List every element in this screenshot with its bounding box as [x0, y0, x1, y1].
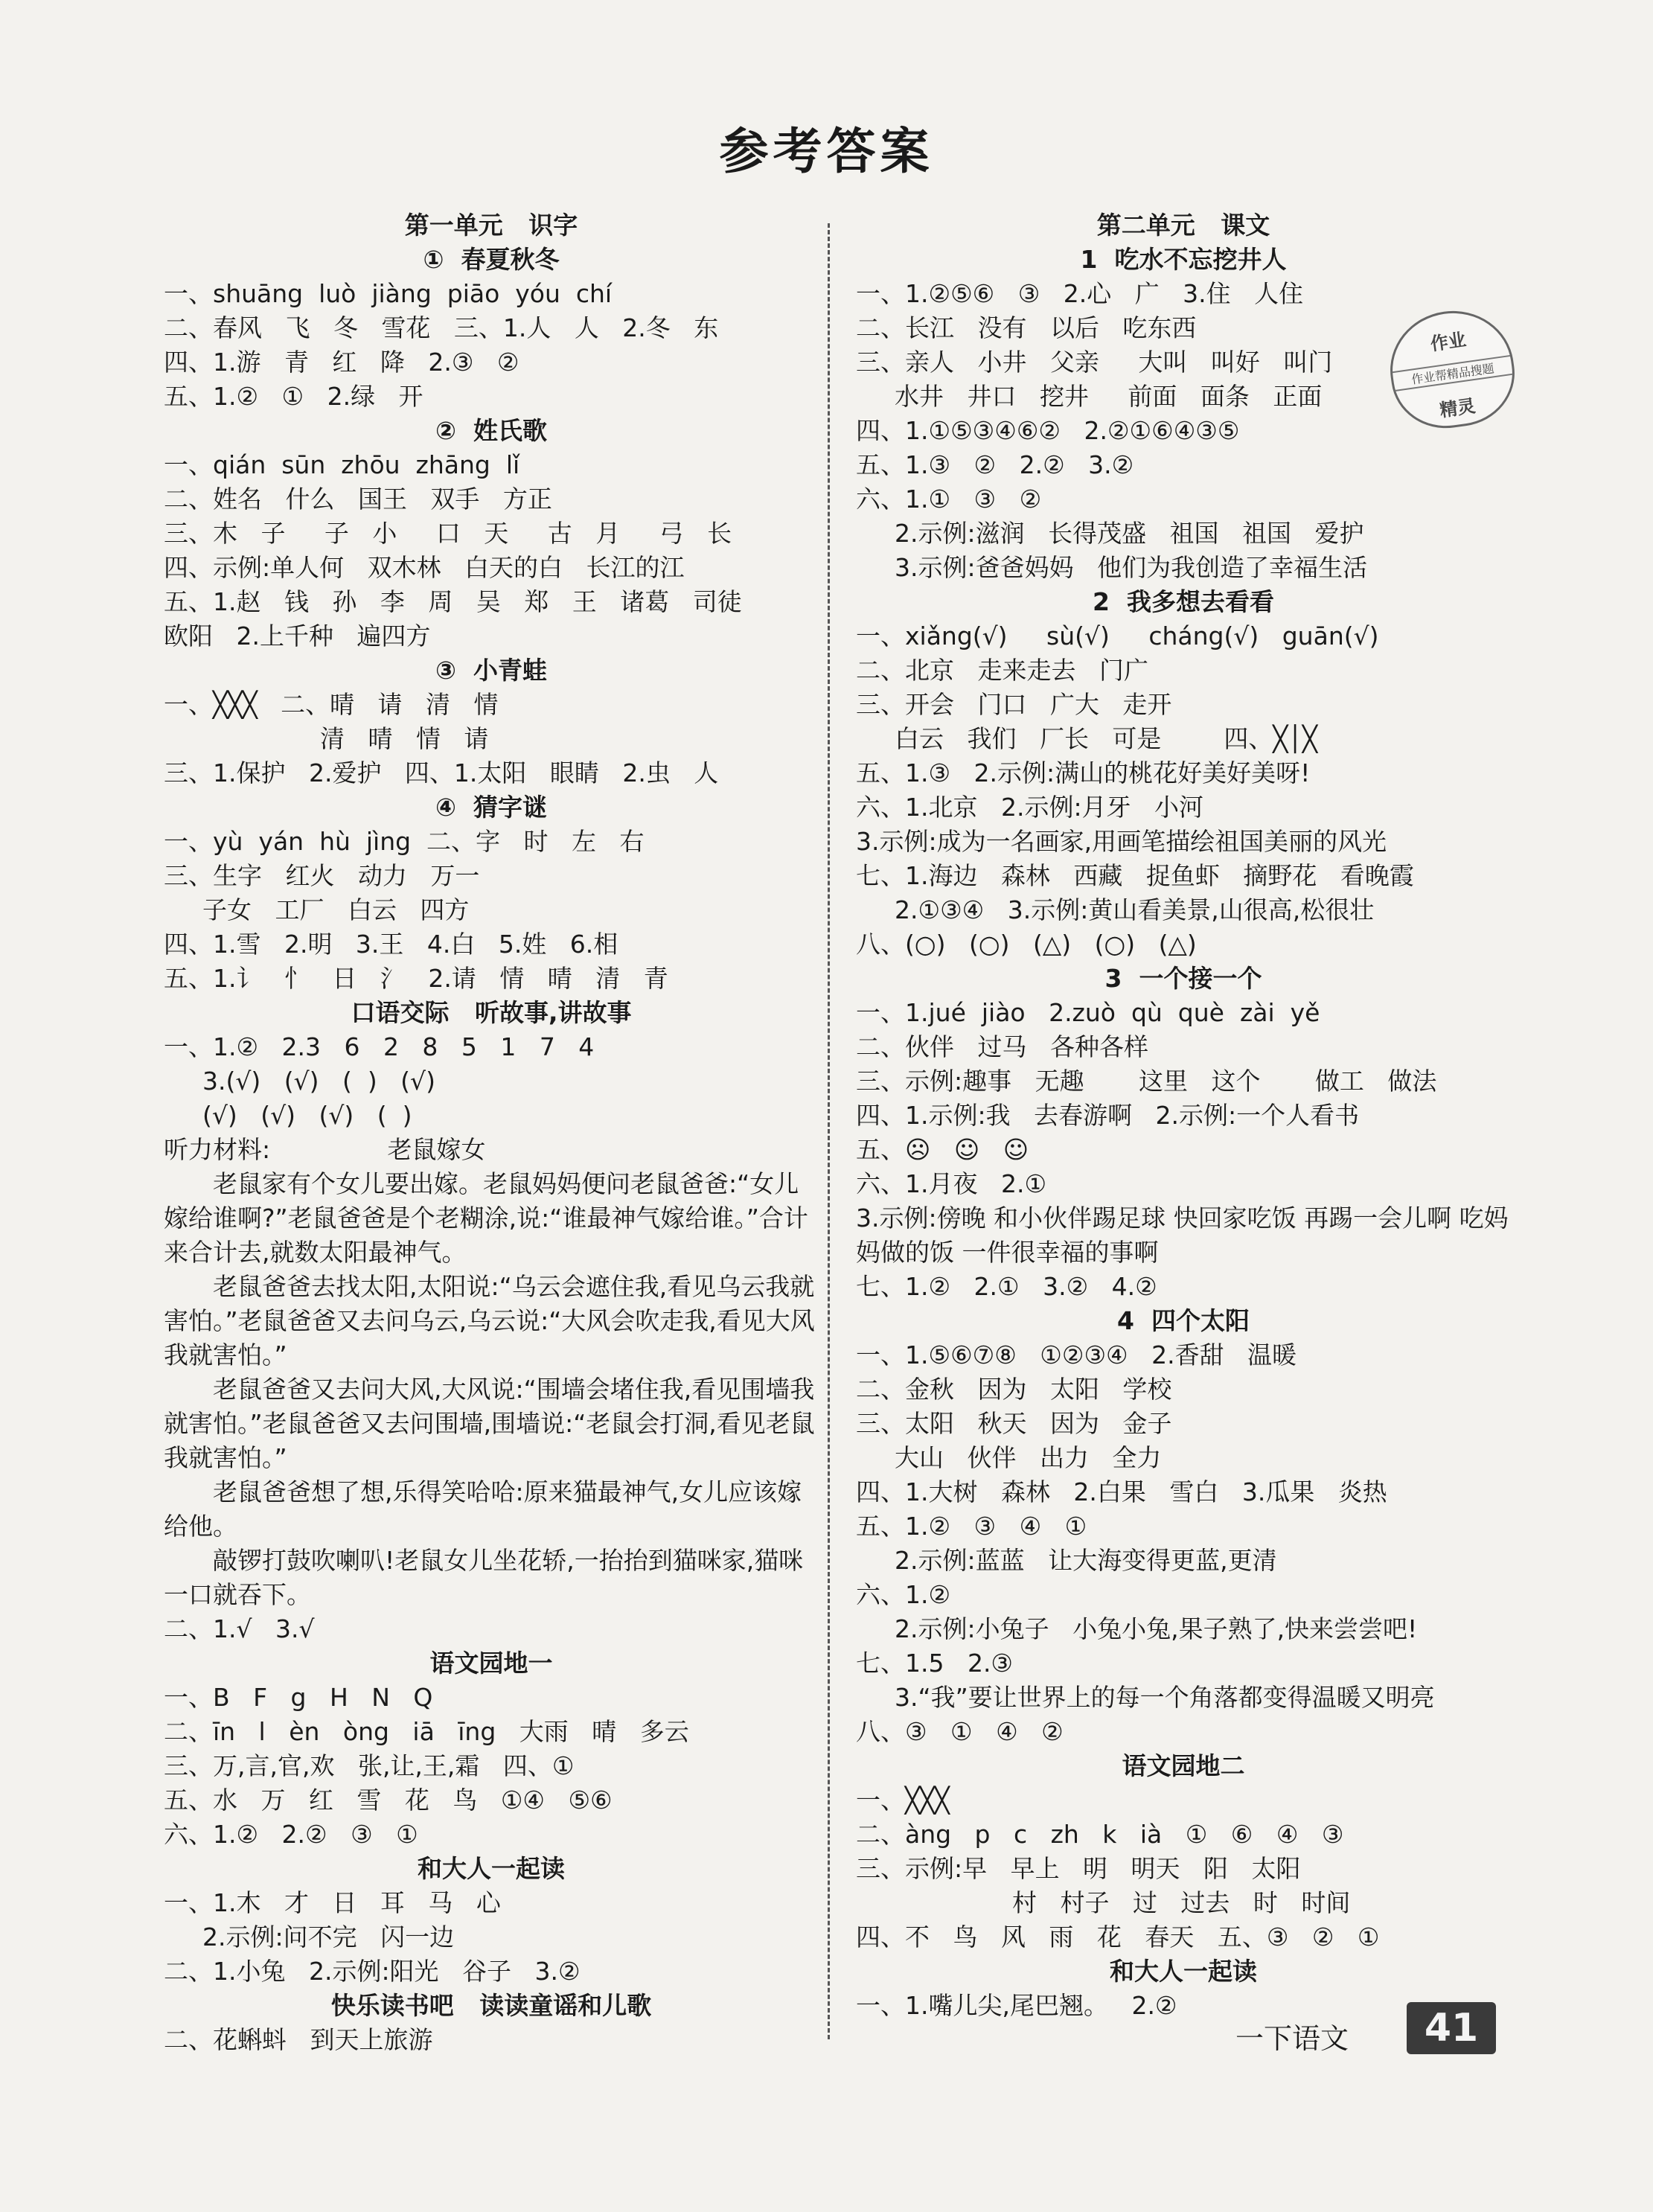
answer-line: 一、yù yán hù jìng 二、字 时 左 右 — [164, 827, 645, 856]
section-heading: 2 我多想去看看 — [1093, 587, 1274, 616]
answer-line: 六、1.北京 2.示例:月牙 小河 — [856, 793, 1204, 822]
answer-line: 子女 工厂 白云 四方 — [202, 895, 470, 924]
answer-line: 3.“我”要让世界上的每一个角落都变得温暖又明亮 — [895, 1683, 1435, 1712]
answer-line: 清 晴 情 请 — [320, 724, 489, 753]
section-heading: 第二单元 课文 — [1096, 211, 1270, 240]
section-heading: ② 姓氏歌 — [435, 416, 547, 445]
answer-line: 老鼠爸爸去找太阳,太阳说:“乌云会遮住我,看见乌云我就害怕。”老鼠爸爸又去问乌云,乌云说:“大风会吹走我,看见大风我就害怕。” — [164, 1272, 815, 1369]
answer-line: 二、àng p c zh k ià ① ⑥ ④ ③ — [856, 1820, 1344, 1849]
answer-line: 一、╳╳╳ — [856, 1786, 950, 1815]
answer-line: 二、长江 没有 以后 吃东西 — [856, 313, 1197, 342]
answer-line: 五、1.讠 忄 日 氵 2.请 情 晴 清 青 — [164, 964, 668, 993]
section-heading: ④ 猜字谜 — [435, 793, 547, 822]
answer-line: 六、1.② — [856, 1580, 951, 1609]
answer-line: 四、1.①⑤③④⑥② 2.②①⑥④③⑤ — [856, 416, 1240, 445]
answer-line: 欧阳 2.上千种 遍四方 — [164, 621, 431, 651]
answer-line: 一、1.②⑤⑥ ③ 2.心 广 3.住 人住 — [856, 279, 1304, 308]
answer-line: 2.示例:小兔子 小兔小兔,果子熟了,快来尝尝吧! — [895, 1614, 1418, 1643]
answer-line: 二、花蝌蚪 到天上旅游 — [164, 2025, 433, 2054]
answer-line: 七、1.海边 森林 西藏 捉鱼虾 摘野花 看晚霞 — [856, 861, 1414, 890]
section-heading: 口语交际 听故事,讲故事 — [351, 998, 632, 1027]
answer-line: 三、生字 红火 动力 万一 — [164, 861, 480, 890]
answer-line: 一、B F g H N Q — [164, 1683, 433, 1712]
answer-line: (√) (√) (√) ( ) — [202, 1101, 412, 1130]
answer-line: 七、1.5 2.③ — [856, 1649, 1014, 1678]
column-divider — [828, 223, 830, 2039]
answer-line: 听力材料: 老鼠嫁女 — [164, 1135, 486, 1164]
answer-line: 五、1.③ ② 2.② 3.② — [856, 450, 1134, 479]
answer-line: 二、北京 走来走去 门广 — [856, 656, 1148, 685]
answer-line: 一、1.嘴儿尖,尾巴翘。 2.② — [856, 1991, 1177, 2020]
answer-line: 二、金秋 因为 太阳 学校 — [856, 1375, 1172, 1404]
answer-line: 二、春风 飞 冬 雪花 三、1.人 人 2.冬 东 — [164, 313, 719, 342]
answer-line: 六、1.① ③ ② — [856, 485, 1042, 514]
answer-line: 2.示例:问不完 闪一边 — [202, 1922, 455, 1952]
answer-line: 六、1.② 2.② ③ ① — [164, 1820, 418, 1849]
answer-line: 三、示例:趣事 无趣 这里 这个 做工 做法 — [856, 1067, 1437, 1096]
answer-line: 八、(○) (○) (△) (○) (△) — [856, 930, 1197, 959]
answer-line: 一、1.jué jiào 2.zuò qù què zài yě — [856, 998, 1320, 1027]
answer-line: 3.示例:傍晚 和小伙伴踢足球 快回家吃饭 再踢一会儿啊 吃妈妈做的饭 一件很幸福的事啊 — [856, 1204, 1509, 1267]
page-title: 参考答案 — [719, 122, 934, 180]
answer-line: 一、1.⑤⑥⑦⑧ ①②③④ 2.香甜 温暖 — [856, 1340, 1297, 1369]
answer-line: 一、xiǎng(√) sù(√) cháng(√) guān(√) — [856, 621, 1379, 651]
footer-label: 一下语文 — [1235, 2022, 1349, 2055]
answer-line: 老鼠家有个女儿要出嫁。老鼠妈妈便问老鼠爸爸:“女儿嫁给谁啊?”老鼠爸爸是个老糊涂,说:“谁最神气嫁给谁。”合计来合计去,就数太阳最神气。 — [164, 1169, 808, 1267]
answer-line: 2.①③④ 3.示例:黄山看美景,山很高,松很壮 — [895, 895, 1375, 924]
right-column — [856, 208, 1511, 2023]
answer-line: 一、qián sūn zhōu zhāng lǐ — [164, 450, 520, 479]
answer-line: 一、1.木 才 日 耳 马 心 — [164, 1888, 501, 1917]
answer-line: 3.示例:成为一名画家,用画笔描绘祖国美丽的风光 — [856, 827, 1387, 856]
answer-line: 2.示例:滋润 长得茂盛 祖国 祖国 爱护 — [895, 519, 1364, 548]
section-heading: 和大人一起读 — [418, 1854, 565, 1883]
answer-line: 五、☹ ☺ ☺ — [856, 1135, 1029, 1164]
answer-line: 敲锣打鼓吹喇叭!老鼠女儿坐花轿,一抬抬到猫咪家,猫咪一口就吞下。 — [164, 1546, 804, 1609]
section-heading: 语文园地一 — [429, 1649, 553, 1678]
answer-line: 三、示例:早 早上 明 明天 阳 太阳 — [856, 1854, 1301, 1883]
answer-line: 三、万,言,官,欢 张,让,王,霜 四、① — [164, 1751, 575, 1780]
answer-line: 八、③ ① ④ ② — [856, 1717, 1064, 1746]
stamp-seal: 作业 作业帮精品搜题 精灵 — [1383, 303, 1521, 435]
answer-line: 二、1.√ 3.√ — [164, 1614, 315, 1643]
section-heading: 和大人一起读 — [1110, 1957, 1257, 1986]
answer-line: 三、1.保护 2.爱护 四、1.太阳 眼睛 2.虫 人 — [164, 758, 719, 787]
answer-line: 一、shuāng luò jiàng piāo yóu chí — [164, 279, 613, 308]
answer-line: 六、1.月夜 2.① — [856, 1169, 1047, 1198]
section-heading: 4 四个太阳 — [1117, 1306, 1250, 1335]
answer-line: 五、1.赵 钱 孙 李 周 吴 郑 王 诸葛 司徒 — [164, 587, 742, 616]
answer-line: 三、亲人 小井 父亲 大叫 叫好 叫门 — [856, 348, 1333, 377]
answer-line: 老鼠爸爸又去问大风,大风说:“围墙会堵住我,看见围墙我就害怕。”老鼠爸爸又去问围墙,围墙说:“老鼠会打洞,看见老鼠我就害怕。” — [164, 1375, 815, 1472]
answer-line: 一、╳╳╳ 二、晴 请 清 情 — [164, 690, 499, 719]
section-heading: 3 一个接一个 — [1104, 964, 1262, 993]
answer-line: 3.示例:爸爸妈妈 他们为我创造了幸福生活 — [895, 553, 1368, 582]
section-heading: ③ 小青蛙 — [435, 656, 547, 685]
answer-line: 四、1.大树 森林 2.白果 雪白 3.瓜果 炎热 — [856, 1477, 1387, 1506]
answer-line: 三、太阳 秋天 因为 金子 — [856, 1409, 1172, 1438]
answer-line: 五、水 万 红 雪 花 鸟 ①④ ⑤⑥ — [164, 1786, 613, 1815]
left-column — [164, 208, 819, 2057]
answer-line: 三、木 子 子 小 口 天 古 月 弓 长 — [164, 519, 732, 548]
answer-line: 二、1.小兔 2.示例:阳光 谷子 3.② — [164, 1957, 581, 1986]
answer-line: 水井 井口 挖井 前面 面条 正面 — [895, 382, 1323, 411]
section-heading: ① 春夏秋冬 — [423, 245, 560, 274]
answer-line: 大山 伙伴 出力 全力 — [895, 1443, 1162, 1472]
answer-line: 五、1.② ③ ④ ① — [856, 1512, 1087, 1541]
answer-line: 3.(√) (√) ( ) (√) — [202, 1067, 435, 1096]
answer-line: 五、1.③ 2.示例:满山的桃花好美好美呀! — [856, 758, 1311, 787]
answer-line: 七、1.② 2.① 3.② 4.② — [856, 1272, 1157, 1301]
answer-line: 四、不 鸟 风 雨 花 春天 五、③ ② ① — [856, 1922, 1380, 1952]
answer-line: 白云 我们 厂长 可是 四、╳│╳ — [895, 724, 1317, 753]
answer-line: 一、1.② 2.3 6 2 8 5 1 7 4 — [164, 1032, 595, 1061]
answer-line: 四、示例:单人何 双木林 白天的白 长江的江 — [164, 553, 685, 582]
answer-line: 四、1.雪 2.明 3.王 4.白 5.姓 6.相 — [164, 930, 618, 959]
answer-line: 五、1.② ① 2.绿 开 — [164, 382, 423, 411]
answer-line: 2.示例:蓝蓝 让大海变得更蓝,更清 — [895, 1546, 1277, 1575]
section-heading: 语文园地二 — [1122, 1751, 1245, 1780]
answer-line: 三、开会 门口 广大 走开 — [856, 690, 1172, 719]
answer-line: 四、1.示例:我 去春游啊 2.示例:一个人看书 — [856, 1101, 1360, 1130]
answer-line: 四、1.游 青 红 降 2.③ ② — [164, 348, 519, 377]
answer-line: 老鼠爸爸想了想,乐得笑哈哈:原来猫最神气,女儿应该嫁给他。 — [164, 1477, 802, 1541]
answer-line: 二、伙伴 过马 各种各样 — [856, 1032, 1148, 1061]
section-heading: 快乐读书吧 读读童谣和儿歌 — [330, 1991, 652, 2020]
page-number: 41 — [1407, 2002, 1496, 2054]
section-heading: 1 吃水不忘挖井人 — [1080, 245, 1287, 274]
section-heading: 第一单元 识字 — [404, 211, 578, 240]
answer-line: 二、īn l èn òng iā īng 大雨 晴 多云 — [164, 1717, 689, 1746]
answer-line: 村 村子 过 过去 时 时间 — [1012, 1888, 1351, 1917]
answer-line: 二、姓名 什么 国王 双手 方正 — [164, 485, 552, 514]
